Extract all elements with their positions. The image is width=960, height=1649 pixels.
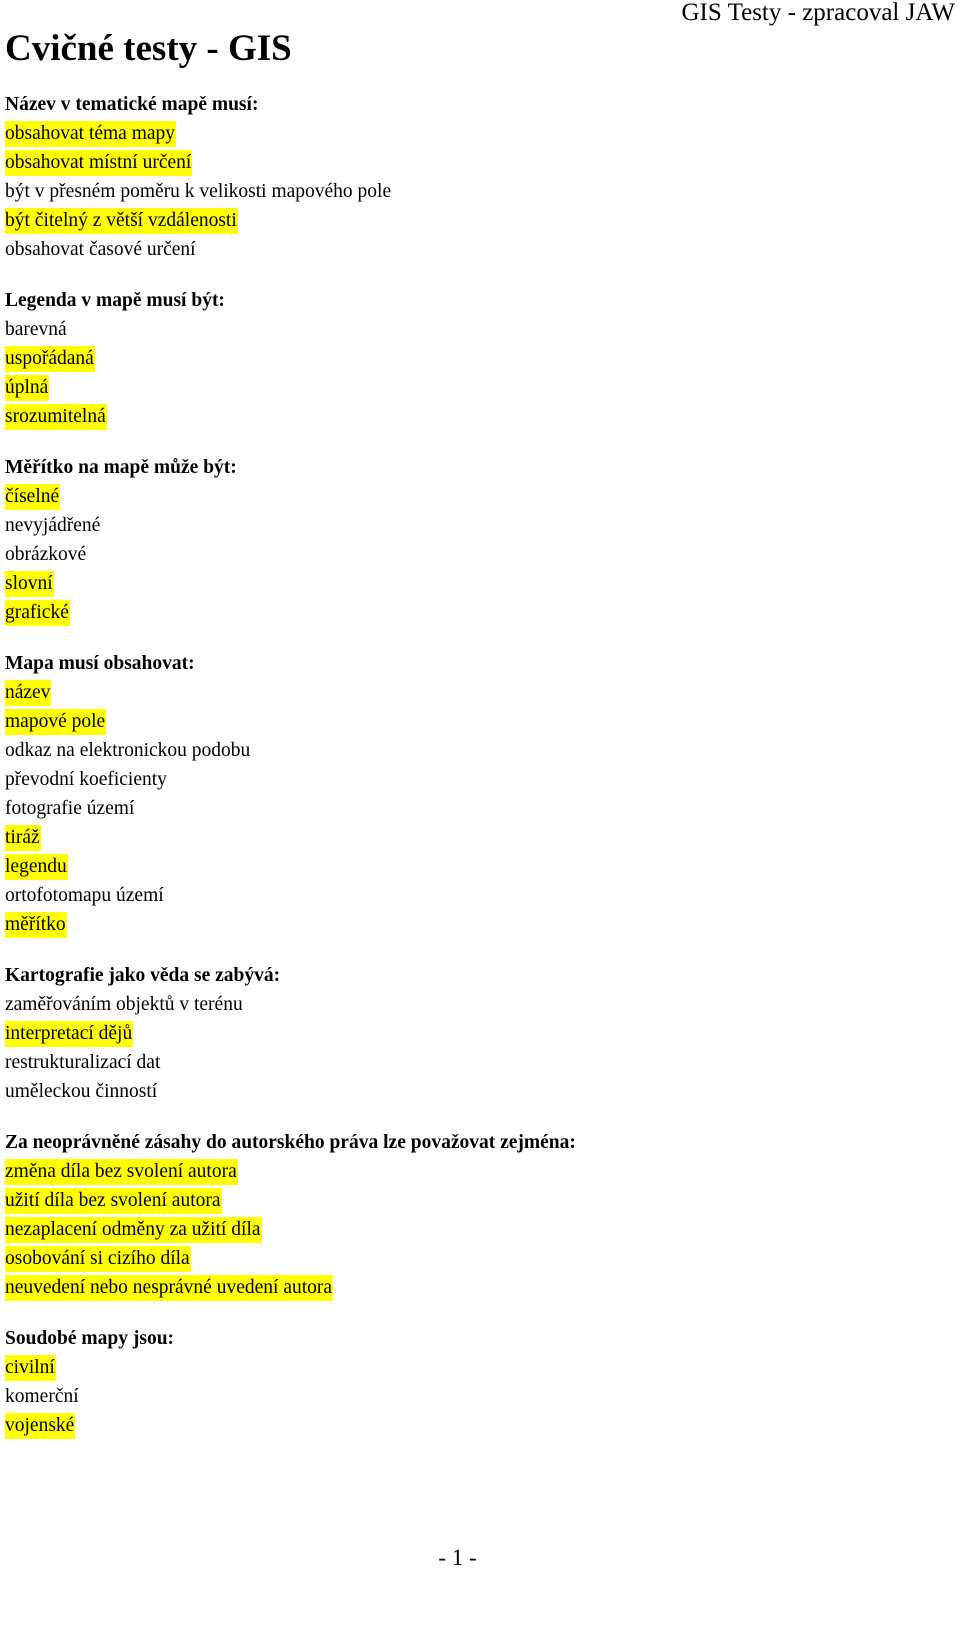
- answer-option-highlighted: [5, 598, 955, 627]
- answer-option-highlighted: [5, 1273, 955, 1302]
- answer-text: obsahovat místní určení: [5, 150, 192, 176]
- answer-text: mapové pole: [5, 709, 106, 735]
- answer-option-highlighted: [5, 569, 955, 598]
- answer-text: úplná: [5, 375, 49, 401]
- answer-option-highlighted: [5, 1244, 955, 1273]
- answer-text: uměleckou činností: [5, 1081, 158, 1102]
- answer-option: [5, 1048, 955, 1077]
- answer-option-highlighted: [5, 1157, 955, 1186]
- question-block: [5, 649, 955, 939]
- answer-text: změna díla bez svolení autora: [5, 1159, 238, 1185]
- answer-text: obsahovat téma mapy: [5, 121, 176, 147]
- answer-text: srozumitelná: [5, 404, 107, 430]
- question-title: Kartografie jako věda se zabývá:: [5, 965, 281, 986]
- answer-text: osobování si cizího díla: [5, 1246, 191, 1272]
- answer-option-highlighted: [5, 482, 955, 511]
- answer-option: [5, 315, 955, 344]
- question-block: [5, 1128, 955, 1302]
- question-list: [5, 90, 955, 1462]
- answer-option-highlighted: [5, 1215, 955, 1244]
- answer-list: [5, 482, 955, 627]
- answer-option-highlighted: [5, 823, 955, 852]
- answer-option: [5, 736, 955, 765]
- answer-option-highlighted: [5, 148, 955, 177]
- question-block: [5, 961, 955, 1106]
- answer-option-highlighted: [5, 206, 955, 235]
- answer-option-highlighted: [5, 1353, 955, 1382]
- answer-text: obrázkové: [5, 544, 87, 565]
- answer-list: [5, 119, 955, 264]
- answer-text: grafické: [5, 600, 70, 626]
- answer-option: [5, 765, 955, 794]
- question-title: Za neoprávněné zásahy do autorského práva lze považovat zejména:: [5, 1132, 576, 1153]
- question-title: Legenda v mapě musí být:: [5, 290, 225, 311]
- answer-text: nevyjádřené: [5, 515, 101, 536]
- answer-text: název: [5, 680, 51, 706]
- answer-option-highlighted: [5, 344, 955, 373]
- question-title: Mapa musí obsahovat:: [5, 653, 195, 674]
- answer-list: [5, 1353, 955, 1440]
- answer-text: nezaplacení odměny za užití díla: [5, 1217, 262, 1243]
- answer-option: [5, 235, 955, 264]
- answer-option-highlighted: [5, 1411, 955, 1440]
- answer-option: [5, 511, 955, 540]
- page-title: Cvičné testy - GIS: [5, 28, 292, 69]
- answer-text: odkaz na elektronickou podobu: [5, 740, 251, 761]
- answer-option-highlighted: [5, 707, 955, 736]
- answer-list: [5, 315, 955, 431]
- answer-text: uspořádaná: [5, 346, 95, 372]
- answer-text: slovní: [5, 571, 54, 597]
- question-block: [5, 90, 955, 264]
- page-header: GIS Testy - zpracoval JAW: [681, 0, 955, 26]
- answer-option-highlighted: [5, 1186, 955, 1215]
- answer-option-highlighted: [5, 852, 955, 881]
- answer-option-highlighted: [5, 373, 955, 402]
- answer-text: číselné: [5, 484, 60, 510]
- answer-option-highlighted: [5, 119, 955, 148]
- answer-text: tiráž: [5, 825, 41, 851]
- question-title: Soudobé mapy jsou:: [5, 1328, 175, 1349]
- answer-text: užití díla bez svolení autora: [5, 1188, 222, 1214]
- answer-text: komerční: [5, 1386, 79, 1407]
- answer-option: [5, 177, 955, 206]
- answer-text: být čitelný z větší vzdálenosti: [5, 208, 238, 234]
- answer-text: barevná: [5, 319, 67, 340]
- answer-text: fotografie území: [5, 798, 135, 819]
- answer-list: [5, 1157, 955, 1302]
- answer-option: [5, 794, 955, 823]
- question-title: Měřítko na mapě může být:: [5, 457, 237, 478]
- answer-option: [5, 1382, 955, 1411]
- answer-text: vojenské: [5, 1413, 75, 1439]
- answer-text: měřítko: [5, 912, 67, 938]
- answer-text: civilní: [5, 1355, 56, 1381]
- answer-text: být v přesném poměru k velikosti mapového pole: [5, 181, 392, 202]
- answer-option-highlighted: [5, 678, 955, 707]
- page-number: - 1 -: [438, 1545, 477, 1570]
- answer-text: neuvedení nebo nesprávné uvedení autora: [5, 1275, 333, 1301]
- answer-option: [5, 540, 955, 569]
- question-block: [5, 286, 955, 431]
- answer-text: obsahovat časové určení: [5, 239, 196, 260]
- answer-option-highlighted: [5, 1019, 955, 1048]
- answer-option-highlighted: [5, 402, 955, 431]
- answer-text: restrukturalizací dat: [5, 1052, 161, 1073]
- answer-option-highlighted: [5, 910, 955, 939]
- answer-text: ortofotomapu území: [5, 885, 164, 906]
- answer-option: [5, 881, 955, 910]
- answer-list: [5, 990, 955, 1106]
- question-block: [5, 453, 955, 627]
- answer-option: [5, 1077, 955, 1106]
- question-block: [5, 1324, 955, 1440]
- answer-text: zaměřováním objektů v terénu: [5, 994, 243, 1015]
- answer-text: interpretací dějů: [5, 1021, 133, 1047]
- question-title: Název v tematické mapě musí:: [5, 94, 259, 115]
- answer-text: legendu: [5, 854, 68, 880]
- answer-text: převodní koeficienty: [5, 769, 167, 790]
- answer-list: [5, 678, 955, 939]
- answer-option: [5, 990, 955, 1019]
